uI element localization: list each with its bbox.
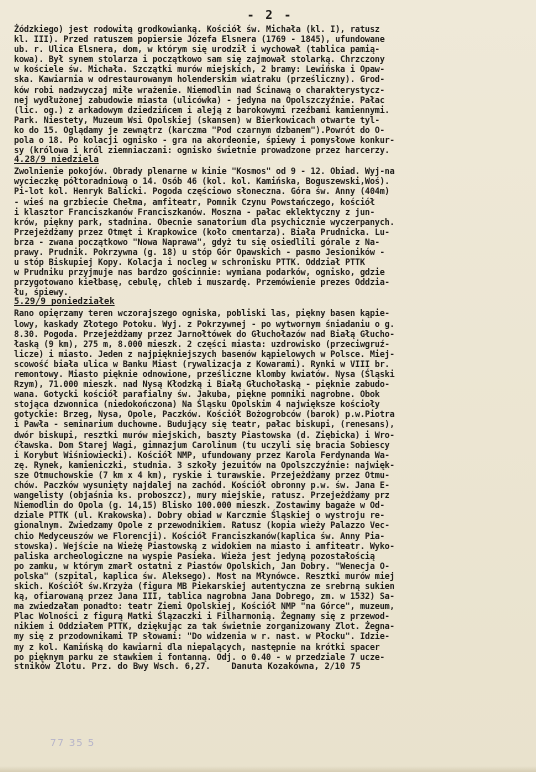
intro-paragraph: Żódzkiego) jest rodowitą grodkowianką. Kościół św. Michała (kl. I), ratusz kl. III). Przed ratuszem popiersie Józefa Elsnera (1769 - 1845), ufundowane ub. r. Ulica Elsnera, dom, w którym się urodził i wychował (tablica pamią- kowa). Był synem stolarza i początkowo sam się zajmował stolarką. Chrzczony w kościele św. Michała. Szczątki murów miejskich, 2 bramy: Lewińska i Opaw- ska. Kawiarnia w odrestaurowanym holenderskim wiatraku (prześliczny). Grod- ków robi nadzwyczaj miłe wrażenie. Niemodlin nad Ścinawą o charakterystycz- nej wydłużonej zabudowie miasta (ulicówka) - jedyna na Opolszczyźnie. Pałac (lic. og.) z arkadowym dziedzińcem i aleją z barokowymi rzeźbami kamiennymi. Park. Niestety, Muzeum Wsi Opolskiej (skansen) w Bierkowicach otwarte tyl- ko do 15. Oglądamy je zewnątrz (karczma "Pod czarnym dzbanem").Powrót do O- pola o 18. Po kolacji ognisko - gra na akordeonie, śpiewy i pomysłowe konkur- sy (królowa i król ziemniaczani: ognisko świetnie prowadzone przez harcerzy. — [14, 24, 395, 156]
day-heading-sunday-text: 4.28/9 niedziela — [14, 155, 99, 166]
author-signature: Danuta Kozakówna, 2/10 75 — [231, 661, 361, 672]
day-heading-monday-text: 5.29/9 poniedziałek — [14, 297, 115, 308]
archive-stamp: 77 35 5 — [50, 738, 96, 749]
day-heading-monday — [14, 297, 526, 308]
closing-text: stników Zlotu. Prz. do Bwy Wsch. 6,27. — [14, 661, 211, 672]
monday-paragraph: Rano opięrzamy teren wczorajszego ogniska, pobliski las, piękny basen kąpie- lowy, kaskady Złotego Potoku. Wyj. z Pokrzywnej - po wytwornym śniadaniu o g. 8.30. Pogoda. Przejeżdżamy przez Jarnołtówek do Głuchołazów nad Białą Głucho- łaską (9 km), 275 m, 8.000 mieszk. 2 części miasta: uzdrowisko (przeciwgruź- licze) i miasto. Jeden z najpiękniejszych basenów kąpielowych w Polsce. Miej- scowość biała ulica w Banku Miast (rywalizacja z Kowarami). Rynki w VIII br. remontowy. Miasto pięknie odnowione, prześliczne klomby kwiatów. Nysa (Śląski Rzym), 71.000 mieszk. nad Nysą Kłodzką i Białą Głuchołaską - pięknie zabudo- wana. Gotycki kościół parafialny św. Jakuba, piękne pomniki nagrobne. Obok stojąca dzwonnica (niedokończona) Na Śląsku Opolskim 4 największe kościoły gotyckie: Brzeg, Nysa, Opole, Paczków. Kościół Bożogrobców (barok) p.w.Piotra i Pawła - seminarium duchowne. Budujący się teatr, pałac biskupi, (renesans), dwór biskupi, resztki murów miejskich, baszty Piastowska (d. Ziębicka) i Wro- ćławska. Dom Starej Wagi, gimnazjum Carolinum (tu uczyli się bracia Sobiescy i Korybut Wiśniowiecki). Kościół NMP, ufundowany przez Karola Ferdynanda Wa- zę. Rynek, kamieniczki, studnia. 3 szkoły jezuitów na Opolszczyźnie: najwięk- sze Otmuchowskie (7 km x 4 km), ryskie i turawskie. Przejeżdżamy przez Otmu- chów. Paczków wysunięty najdalej na zachód. Kościół obronny p.w. św. Jana E- wangelisty (objaśnia ks. proboszcz), mury miejskie, ratusz. Przejeżdżamy prz Niemodlin do Opola (g. 14,15) Blisko 100.000 mieszk. Zostawimy bagaże w Od- dziale PTTK (ul. Krakowska). Dobry obiad w Karczmie Śląskiej o wystroju re- gionalnym. Zwiedzamy Opole z przewodnikiem. Ratusz (kopia wieży Palazzo Vec- chio Medyceuszów we Florencji). Kościół Franciszkanów(kaplica św. Anny Pia- stowska). Wejście na Wieżę Piastowską z widokiem na miasto i amfiteatr. Wyko- paliska archeologiczne na wyspie Pasieka. Wieża jest jedyną pozostałością po zamku, w którym zmarł ostatni z Piastów Opolskich, Jan Dobry. "Wenecja O- polska" (szpital, kaplica św. Aleksego). Most na Młynówce. Resztki murów miej skich. Kościół św.Krzyża (figura MB Piekarskiej autentyczna ze srebrną sukien ką, ofiarowaną przez Jana III, tablica nagrobna Jana Dobrego, zm. w 1532) Sa- ma zwiedzałam ponadto: teatr Ziemi Opolskiej, Kościół NMP "na Górce", muzeum, Plac Wolności z figurą Matki Ślązaczki i Filharmonią. Żegnamy się z przewod- nikiem i Oddziałem PTTK, dziękując za tak świetnie zorganizowany Zlot. Żegna- my się z przodownikami TP słowami: "Do widzenia w r. nast. w Płocku". Idzie- my z kol. Kamińską do kawiarni dla niepalących, następnie na krótki spacer po pięknym parku ze stawkiem i fontanną. Odj. o 0.40 - w przedziale 7 ucze- — [14, 308, 395, 662]
page-number: - 2 - — [246, 8, 294, 22]
closing-line — [14, 662, 526, 672]
day-heading-sunday — [14, 155, 526, 166]
paper-edge — [0, 766, 536, 772]
sunday-paragraph: Zwolnienie pokojów. Obrady plenarne w kinie "Kosmos" od 9 - 12. Obiad. Wyj-na wycieczkę półtoradniową o 14. Osób 46 (kol. kol. Kamińska, Boguszewski,Woś). Pi-lot kol. Henryk Balicki. Pogoda częściowo słoneczna. Góra św. Anny (404m) - wieś na grzbiecie Chełma, amfiteatr, Pomnik Czynu Powstańczego, kościół i klasztor Franciszkanów Franciszkanów. Mosznа - pałac eklektyczny z jun- krów, piękny park, stadnina. Obecnie sanatorium dla psychicznie wyczerpanych. Przejeżdżamy przez Otmęt i Krapkowice (koło cmentarza). Biała Prudnicka. Lu- brza - zwana początkowo "Nowa Naprawa", gdyż tu się osiedlili górale z Na- prawy. Prudnik. Pokrzywna (g. 18) u stóp Gór Opawskich - pasmo Jesioników - u stóp Biskupiej Kopy. Kolacja i nocleg w schronisku PTTK. Oddział PTTK w Prudniku przyjmuje nas bardzo gościnnie: wymiana podarków, ognisko, gdzie przygotowano kiełbasę, cebulę, chleb i muszardę. Przemówienie prezes Oddzia- łu, śpiewy. — [14, 166, 395, 298]
